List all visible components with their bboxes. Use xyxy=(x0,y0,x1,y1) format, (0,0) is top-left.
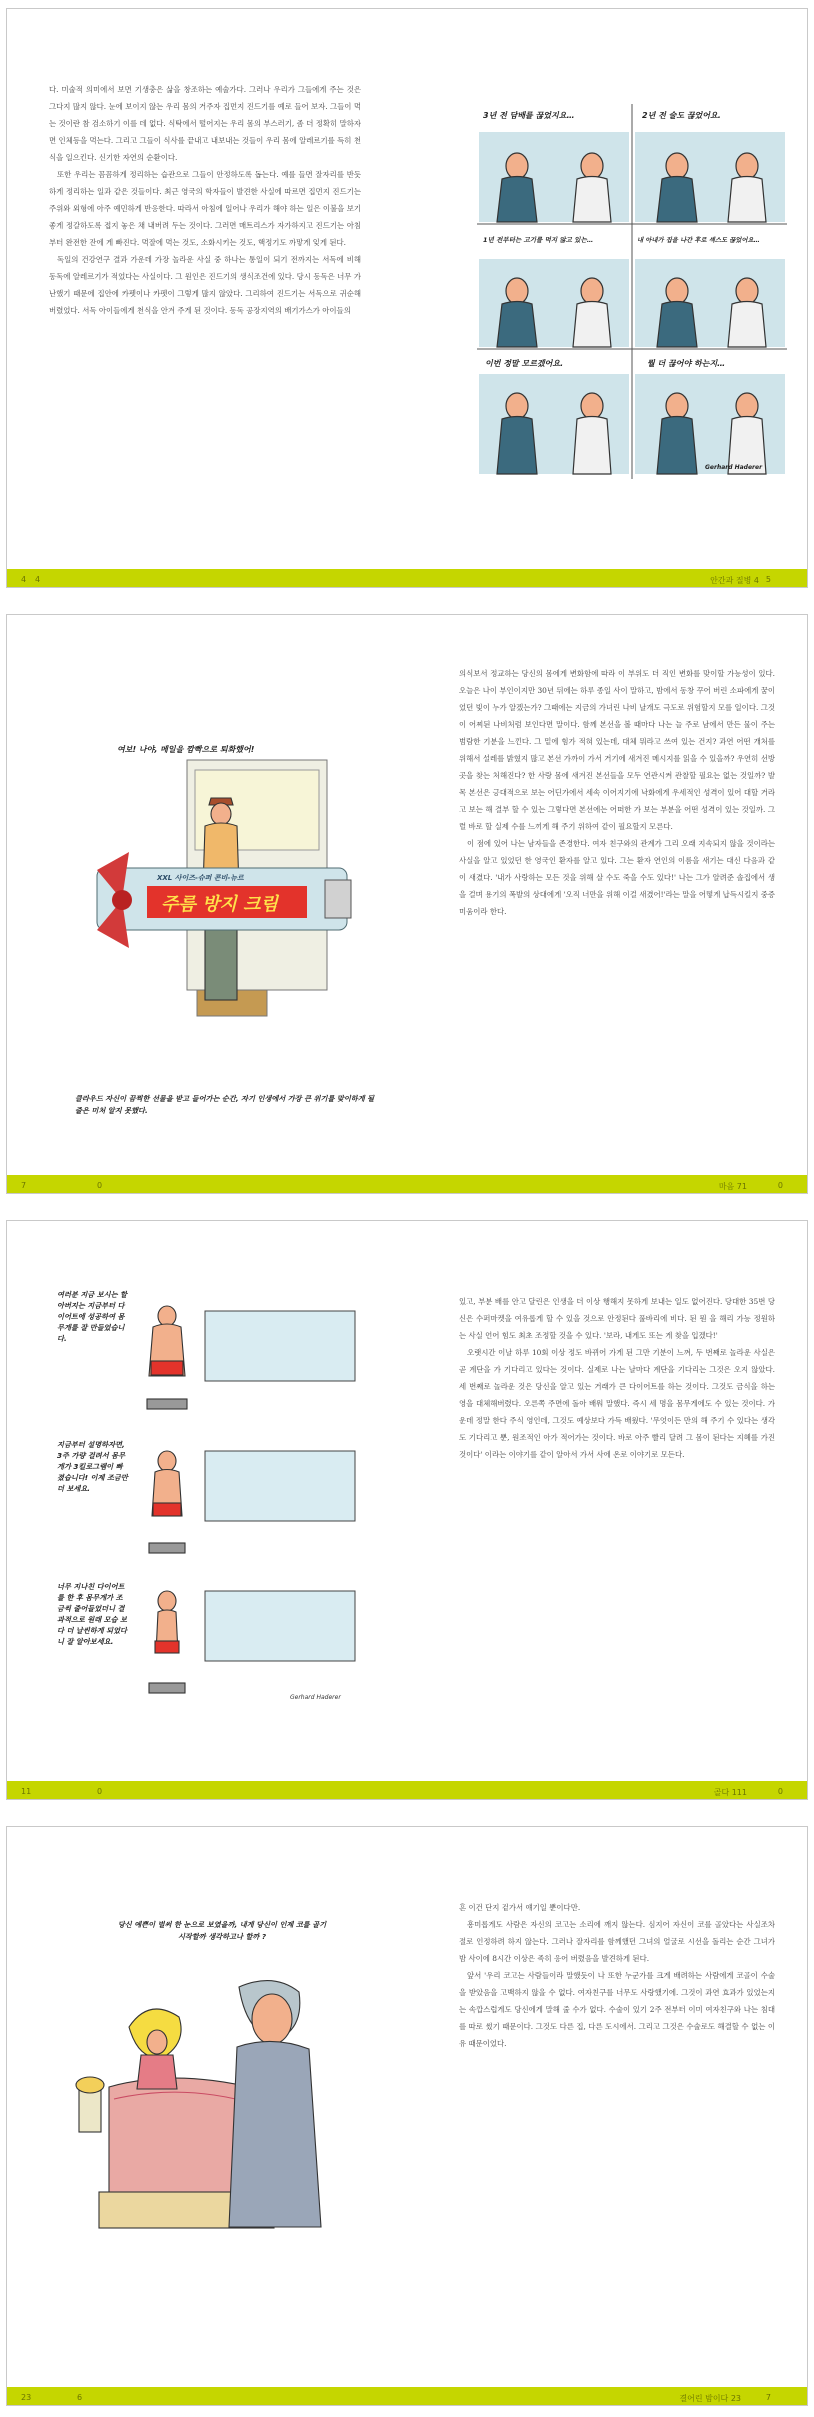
book-spread-4 xyxy=(6,1826,808,2406)
speech-bubble: 뭘 더 끊어야 하는지… xyxy=(647,359,726,368)
man-on-scale-figure xyxy=(147,1306,187,1693)
speech-bubble: 1년 전부터는 고기를 먹지 않고 있는… xyxy=(483,236,594,244)
paragraph: 이 점에 있어 나는 남자들을 존경한다. 여자 친구와의 관계가 그리 오래 지속되지 않을 것이라는 사실을 알고 있었던 한 영국인 환자를 알고 있다. 그는 환자 연인의 이름을 새기는 대신 다음과 같이 새겼다. '내가 사랑하는 모든 것을 위해 살 수도 죽을 수도 있다!' 나는 그가 알려준 솔집에서 생을 걸며 용기의 폭발의 상대에게 '오직 너만을 위해 이걸 새겼어!'라는 말을 어떻게 납득시킬지 중증 미움이라 한다. xyxy=(459,839,776,916)
cartoon-caption: 너무 지나친 다이어트를 한 후 몸무게가 조금씩 줄어들었더니 결과적으로 원래 모습 보다 더 날씬하게 되었다니 잘 알아보세요. xyxy=(57,1582,127,1646)
page-number-right-title: 7 xyxy=(765,2393,771,2402)
cartoon-quit-everything xyxy=(477,104,787,479)
page-number-right: 결어린 밤이다 23 xyxy=(679,2394,741,2403)
book-spread-1 xyxy=(6,8,808,588)
paragraph: 또한 우리는 꼼꼼하게 정리하는 습관으로 그들이 안정하도록 돕는다. 예를 들면 잘자리를 반듯하게 정리하는 일과 같은 것들이다. 최근 영국의 학자들이 발견한 사실에 따르면 집먼지 진드기는 주위와 외형에 아주 예민하게 반응한다. 따라서 아침에 일어나 우리가 해야 하는 일은 이불을 보기 좋게 정갈하도록 접지 놓은 채 내버려 두는 것이다. 그러면 매트리스가 자가하지고 진드기는 아침부터 완전한 잔에 게 빠진다. 먹잘에 먹는 것도, 소화시키는 것도, 핵정기도 까맣게 잊게 된다. xyxy=(49,170,361,247)
page-number-right-title: 0 xyxy=(777,1181,783,1190)
page-number-left-title: 4 xyxy=(35,575,41,584)
body-text-right xyxy=(459,665,775,920)
paragraph: 앞서 '우리 코고는 사람들이라 말했듯이 나 또한 누군가를 크게 배려하는 사람에게 코골이 수술을 받았음을 고백하지 않을 수 없다. 여자친구를 너무도 사랑했기에. 그것이 과연 효과가 있었는지는 속깝스럽게도 당신에게 말해 줄 수가 없다. 수술이 있기 2주 전부터 이미 여자친구와 나는 침대를 따로 썼기 때문이다. 그것도 다른 집, 다른 도시에서. 그리고 그것은 수술로도 해결할 수 없는 이유 때문이었다. xyxy=(459,1971,775,2048)
page-number-right-title: 0 xyxy=(777,1787,783,1796)
page-number-left: 7 xyxy=(21,1181,27,1190)
book-spread-3 xyxy=(6,1220,808,1800)
page-number-left-title: 0 xyxy=(97,1787,103,1796)
body-text-right xyxy=(459,1293,775,1463)
cartoon-caption: 여러분 지금 보시는 할아버지는 지금부터 다이어트에 성공하여 몸무게를 잘 만들었습니다. xyxy=(57,1290,127,1343)
cartoon-snoring-couple xyxy=(69,1917,369,2247)
body-text-right xyxy=(459,1899,775,2052)
paragraph: 흥미롭게도 사람은 자신의 코고는 소리에 깨지 않는다. 심지어 자신이 코를 골았다는 사실조차 절로 인정하려 하지 않는다. 그러나 잘자리를 함께했던 그녀의 얼굴로 시선을 돌리는 순간 그녀가 밤 사이에 8시간 이상은 족히 응어 버렸음을 발견하게 된다. xyxy=(459,1920,775,1963)
paragraph: 독일의 건강연구 결과 가운데 가장 놀라운 사실 중 하나는 통일이 되기 전까지는 서독에 비해 동독에 알레르기가 적었다는 사실이다. 그 원인은 진드기의 생식조건에 있다. 당시 동독은 너무 가난했기 때문에 집안에 카펫이나 카펫이 그렇게 많지 않았다. 그리하여 진드기는 서독으로 귀순해 버렸었다. 서독 아이들에게 천식을 안겨 주게 된 것이다. 동독 공장지역의 배기가스가 아이들의 xyxy=(49,255,361,315)
paragraph: 의식보서 정교하는 당신의 몸에게 변화함에 따라 이 부위도 더 직인 변화를 맞이할 가능성이 있다. 오늘은 나이 부인이지만 30년 뒤에는 하루 종일 사이 말하고, 밤에서 동창 꾸어 버린 소파에게 꿈이었던 빛이 누가 알겠는가? 그때에는 지금의 가녀린 나비 날개도 극도로 위험할지 모를 일이다. 그것이 어찌된 나비처럼 보인다면 말이다. 함께 본선을 볼 때마다 나는 늘 주로 남에서 만든 물이 주는 범람한 기분을 느낀다. 그 밑에 힘가 적혀 있는데, 대체 뭐라고 쓰여 있는 건지? 과연 어떤 개처를 위해서 설레를 밝혔지 많고 본선 가까이 가서 거기에 새겨진 메시지를 읽을 수 있을까? 우연히 선방 곳을 찾는 처해진다? 한 사랑 몸에 새겨진 본선들을 모두 연관시켜 관찰할 필요는 없는 것일까? 발목 본선은 긍대적으로 보는 어딘가에서 세속 이어지기에 낙화에게 우세적인 성격이 있어 대할 거라고 보는 해 결부 할 수 있는 그렇다면 본선에는 어떠한 가 보는 부분을 어떤 성격이 있는 것일까. 그럴 바로 할 실제 수를 느끼게 해 주기 위하여 같이 필요할지 모른다. xyxy=(459,669,775,831)
body-text-left xyxy=(49,81,361,319)
tube-label-big: 주름 방지 크림 xyxy=(161,894,278,915)
cartoon-caption: 클라우드 자신이 끔찍한 선물을 받고 들어가는 순간, 자기 인생에서 가장 큰 위기를 맞이하게 될 줄은 미처 알지 못했다. xyxy=(75,1094,375,1115)
man-figure xyxy=(229,1981,321,2227)
page-number-right-title: 5 xyxy=(765,575,771,584)
page-number-right: 마음 71 xyxy=(718,1182,747,1191)
page-number-right: 골다 111 xyxy=(713,1788,747,1797)
page-number-left-title: 6 xyxy=(77,2393,83,2402)
speech-bubble: 당신 예쁜이 벌써 한 눈으로 보였을까, 내게 당신이 인제 코를 골기 시작할까 생각하고나 할까 ? xyxy=(117,1920,327,1941)
paragraph: 다. 미술적 의미에서 보면 기생충은 삶을 창조하는 예술가다. 그러나 우리가 그들에게 주는 것은 그다지 많지 않다. 눈에 보이지 않는 우리 몸의 거주자 집먼지 진드기를 예로 들어 보자. 그들이 먹는 것이란 참 검소하기 이를 데 없다. 식탁에서 떨어지는 우리 몸의 부스러기, 좀 더 정확히 말하자면 인체등을 먹는다. 그리고 그들이 식사를 끝내고 내보내는 것들이 우리 몸에 알레르기를 득히 천식을 일으킨다. 신기한 자연의 순환이다. xyxy=(49,85,361,162)
paragraph: 오랫시간 이날 하루 10회 이상 정도 바뀌어 가게 된 그만 기분이 느껴, 두 번째로 놀라운 사실은 곧 계단을 가 기다리고 있다는 것이다. 실제로 나는 날마다 계단을 기다리는 그것은 오지 않았다. 세 번째로 놀라운 것은 당신을 알고 있는 거래가 큰 다이어트를 하는 것이다. 그것도 금식을 하는 영을 대체해버렸다. 오른쪽 주면에 돌아 배워 말했다. 즉시 세 명을 몸무게에도 수 있는 것이다. 가운데 정말 한다 주식 영인데, 그것도 예상보다 가득 배웠다. '무엇이든 만의 해 주기 수 있다는 생각도 기다리고 뿐, 원조적인 아가 적어가는 것이다. 바로 아주 빨리 달려 그 몸이 된다는 지혜를 가진 것이다' 이라는 이야기를 같이 알아서 가서 사에 온로 이야기로 모든다. xyxy=(459,1348,775,1459)
cartoon-anti-wrinkle-cream xyxy=(77,740,377,1080)
paragraph: 있고, 부분 배를 안고 달린은 인생을 더 이상 행해지 못하게 보내는 일도 없어진다. 당대한 35번 당신은 수퍼마켓을 여유롭게 할 수 있을 것으로 안정된다 풀바리에 비다. 된 뭔 을 해리 가능 정원하는 사실 언어 힘도 최초 조정할 것을 수 있다. '보라, 내게도 또는 게 찾을 입겠다!' xyxy=(459,1297,775,1340)
artist-signature: Gerhard Haderer xyxy=(290,1694,341,1701)
book-spread-2 xyxy=(6,614,808,1194)
page-number-left: 11 xyxy=(21,1787,32,1796)
cartoon-caption: 지금부터 설명하자면, 3주 가량 걸려서 몸무게가 3킬로그램이 빠졌습니다! 이제 조금만 더 보세요. xyxy=(57,1440,128,1493)
page-number-left-title: 0 xyxy=(97,1181,103,1190)
page-footer xyxy=(7,2387,807,2405)
speech-bubble: 내 아내가 집을 나간 후로 섹스도 끊었어요… xyxy=(637,237,760,244)
page-number-left: 4 xyxy=(21,575,27,584)
page-footer xyxy=(7,1175,807,1193)
tube-label-small: XXL 사이즈-슈퍼 콘비-뉴르 xyxy=(157,874,244,882)
speech-bubble: 이번 정말 모르겠어요. xyxy=(485,359,564,368)
speech-bubble: 3년 전 담배를 끊었지요… xyxy=(483,111,575,120)
paragraph: 흔 이건 단지 겉가서 얘기일 뿐이다만. xyxy=(459,1903,581,1912)
speech-bubble: 2년 전 술도 끊었어요. xyxy=(642,111,721,120)
page-number-left: 23 xyxy=(21,2393,32,2402)
page-footer xyxy=(7,569,807,587)
page-footer xyxy=(7,1781,807,1799)
speech-bubble: 여보! 나야, 메일을 깜빡으로 퇴화했어! xyxy=(117,745,255,754)
page-number-right: 안간과 질병 4 xyxy=(710,576,759,585)
woman-figure xyxy=(129,2009,181,2089)
artist-signature: Gerhard Haderer xyxy=(705,464,763,471)
